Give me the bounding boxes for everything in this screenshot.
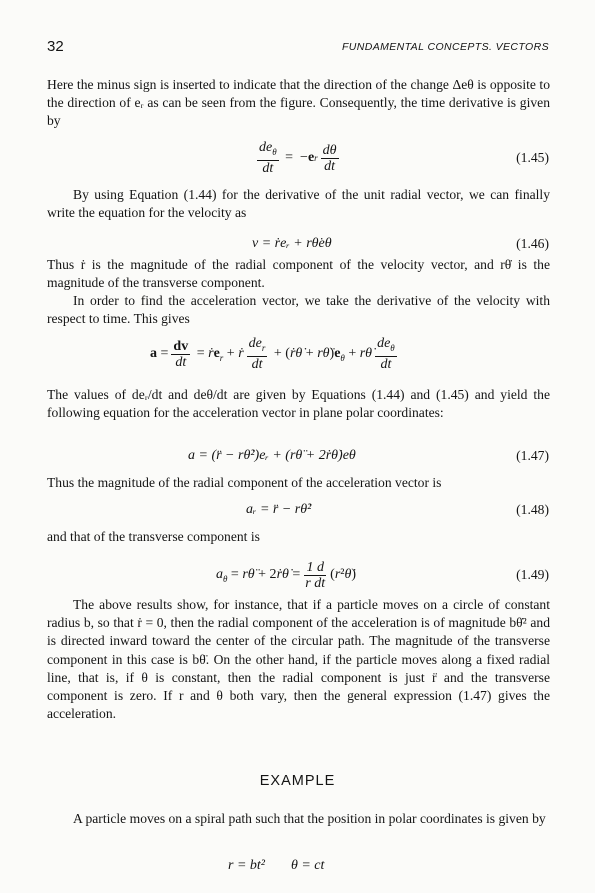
equation-spiral-theta: θ = ct (290, 858, 325, 873)
equation-number-1-48: (1.48) (516, 502, 549, 517)
equation-number-1-45: (1.45) (516, 150, 549, 165)
equation-acceleration-derivative: a = $\frac{dv}{dt}$ = ṙe$_r$ + ṙ $\frac{de_r}{dt}$ + (ṙθ̇ + $r\thetä)e_\theta$ + rθ̇ $\frac{de_\theta}{dt}$ (150, 336, 395, 372)
equation-radial-accel: aᵣ = r̈ − rθ̇² (246, 502, 312, 517)
equation-number-1-46: (1.46) (516, 236, 549, 251)
equation-acceleration: a = (r̈ − rθ̇²)eᵣ + (rθ̈ + 2ṙθ̇)eθ (188, 448, 356, 463)
paragraph-1: Here the minus sign is inserted to indicate that the direction of the change Δeθ is opposite to the direction of eᵣ as can be seen from the figure. Consequently, the time derivative is given by (47, 77, 550, 129)
paragraph-3: Thus ṙ is the magnitude of the radial component of the velocity vector, and rθ̇ is the magnitude of the transverse component. (47, 257, 550, 291)
equation-velocity: v = ṙeᵣ + rθ̇eθ (252, 236, 332, 251)
equation-1-48 (0, 490, 595, 530)
equation-spiral-r: r = bt² (228, 858, 265, 873)
equation-1-45: $\frac{de_\theta}{dt}$ = − e r $\frac{d\theta}{dt}$ (1.45) (0, 138, 595, 178)
equation-spiral (0, 846, 595, 886)
example-heading: EXAMPLE (259, 773, 336, 789)
paragraph-2: By using Equation (1.44) for the derivative of the unit radial vector, we can finally write the equation for the velocity as (47, 187, 550, 221)
running-title: FUNDAMENTAL CONCEPTS. VECTORS (341, 41, 549, 53)
paragraph-5: The values of deᵣ/dt and deθ/dt are given by Equations (1.44) and (1.45) and yield the following equation for the acceleration vector in plane polar coordinates: (47, 387, 550, 421)
equation-1-49: $a_\theta$ = rθ̈ + 2 ṙθ̇ = $\frac{1 d}{\text{r dt}}$ (r²θ̇) (1.49) (0, 555, 595, 595)
paragraph-9: A particle moves on a spiral path such that the position in polar coordinates is given by (73, 811, 546, 826)
equation-number-1-49: (1.49) (516, 567, 549, 582)
paragraph-4: In order to find the acceleration vector, we take the derivative of the velocity with respect to time. This gives (47, 293, 550, 327)
paragraph-7: and that of the transverse component is (47, 529, 260, 544)
paragraph-6: Thus the magnitude of the radial component of the acceleration vector is (47, 475, 442, 490)
equation-number-1-47: (1.47) (516, 448, 549, 463)
equation-1-47 (0, 436, 595, 476)
page-number: 32 (47, 38, 64, 55)
paragraph-8: The above results show, for instance, that if a particle moves on a circle of constant radius b, so that ṙ = 0, then the radial component of the acceleration is of magnitude bθ̇² and is directed inward toward the center of the circular path. The magnitude of the transverse component in this case is bθ̈. On the other hand, if the particle moves along a fixed radial line, that is, if θ is constant, then the radial component is just r̈ and the transverse component is zero. If r and θ both vary, then the general expression (1.47) gives the acceleration. (47, 597, 550, 722)
